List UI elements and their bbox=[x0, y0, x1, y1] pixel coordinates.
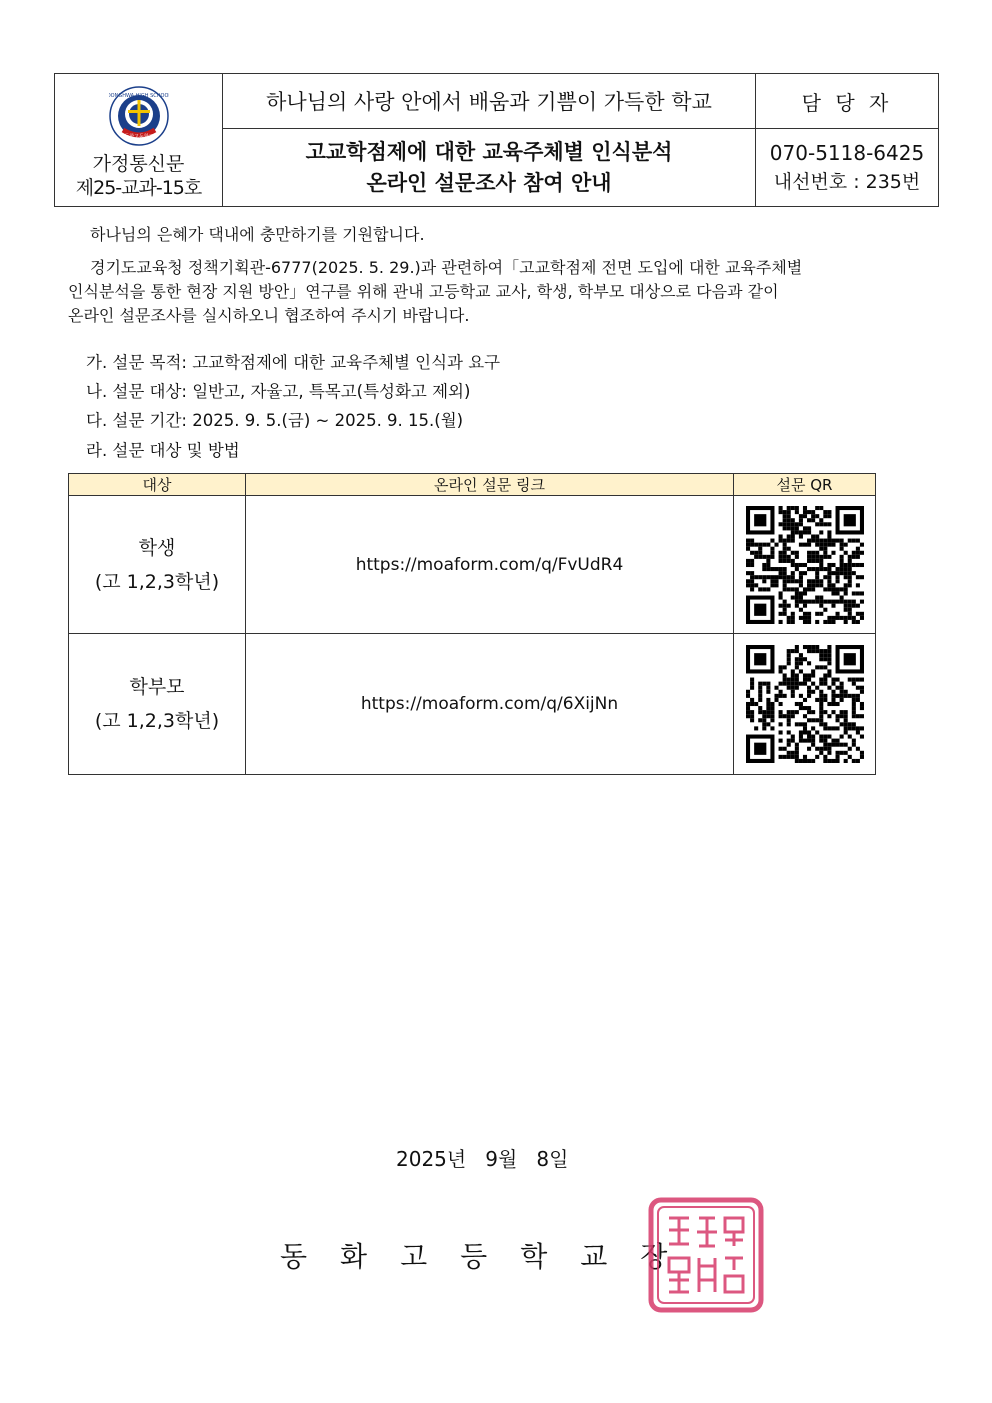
issue-date: 2025년 9월 8일 bbox=[396, 1147, 569, 1171]
target-cell bbox=[69, 634, 246, 775]
logo-cell bbox=[55, 74, 223, 207]
svg-text:DONGHWA HIGH SCHOOL: DONGHWA HIGH SCHOOL bbox=[108, 93, 169, 99]
col-header-target: 대상 bbox=[69, 474, 246, 496]
survey-link-student[interactable]: https://moaform.com/q/FvUdR4 bbox=[246, 496, 734, 634]
qr-code-icon[interactable] bbox=[746, 645, 864, 763]
item-period: 다. 설문 기간: 2025. 9. 5.(금) ~ 2025. 9. 15.(월) bbox=[86, 411, 464, 430]
doc-type: 가정통신문 bbox=[92, 153, 185, 175]
intro-line-3: 온라인 설문조사를 실시하오니 협조하여 주시기 바랍니다. bbox=[68, 306, 470, 325]
item-purpose: 가. 설문 목적: 고교학점제에 대한 교육주체별 인식과 요구 bbox=[86, 353, 501, 372]
title-line-2: 온라인 설문조사 참여 안내 bbox=[366, 170, 612, 195]
contact-label: 담 당 자 bbox=[756, 74, 939, 129]
target-grade: (고 1,2,3학년) bbox=[94, 570, 220, 593]
item-method: 라. 설문 대상 및 방법 bbox=[86, 441, 240, 460]
school-signature: 동화고등학교장 bbox=[280, 1240, 701, 1273]
target-name: 학생 bbox=[138, 536, 176, 559]
official-seal bbox=[647, 1196, 765, 1314]
contact-extension: 내선번호 : 235번 bbox=[773, 170, 921, 193]
target-cell bbox=[69, 496, 246, 634]
survey-link-parent[interactable]: https://moaform.com/q/6XijNn bbox=[246, 634, 734, 775]
intro-line-1: 경기도교육청 정책기획관-6777(2025. 5. 29.)과 관련하여「고교학점제 전면 도입에 대한 교육주체별 bbox=[90, 258, 803, 277]
title-line-1: 고교학점제에 대한 교육주체별 인식분석 bbox=[305, 139, 673, 164]
table-row bbox=[69, 496, 876, 634]
qr-cell bbox=[734, 496, 876, 634]
table-row bbox=[69, 634, 876, 775]
contact-phone: 070-5118-6425 bbox=[769, 140, 925, 165]
greeting: 하나님의 은혜가 댁내에 충만하기를 기원합니다. bbox=[90, 225, 425, 244]
item-target: 나. 설문 대상: 일반고, 자율고, 특목고(특성화고 제외) bbox=[86, 382, 471, 401]
survey-table bbox=[68, 473, 876, 775]
col-header-link: 온라인 설문 링크 bbox=[246, 474, 734, 496]
intro-line-2: 인식분석을 통한 현장 지원 방안」연구를 위해 관내 고등학교 교사, 학생, 학부모 대상으로 다음과 같이 bbox=[68, 282, 779, 301]
qr-code-icon[interactable] bbox=[746, 506, 864, 624]
target-grade: (고 1,2,3학년) bbox=[94, 710, 220, 732]
col-header-qr: 설문 QR bbox=[734, 474, 876, 496]
doc-number: 제25-교과-15호 bbox=[75, 177, 202, 199]
qr-cell bbox=[734, 634, 876, 775]
contact-cell bbox=[756, 129, 939, 207]
title-cell bbox=[223, 129, 756, 207]
target-name: 학부모 bbox=[129, 676, 185, 698]
header-table bbox=[54, 73, 939, 207]
school-motto: 하나님의 사랑 안에서 배움과 기쁨이 가득한 학교 bbox=[223, 74, 756, 129]
school-logo bbox=[109, 86, 169, 146]
svg-text:동화고등학교: 동화고등학교 bbox=[124, 134, 153, 140]
